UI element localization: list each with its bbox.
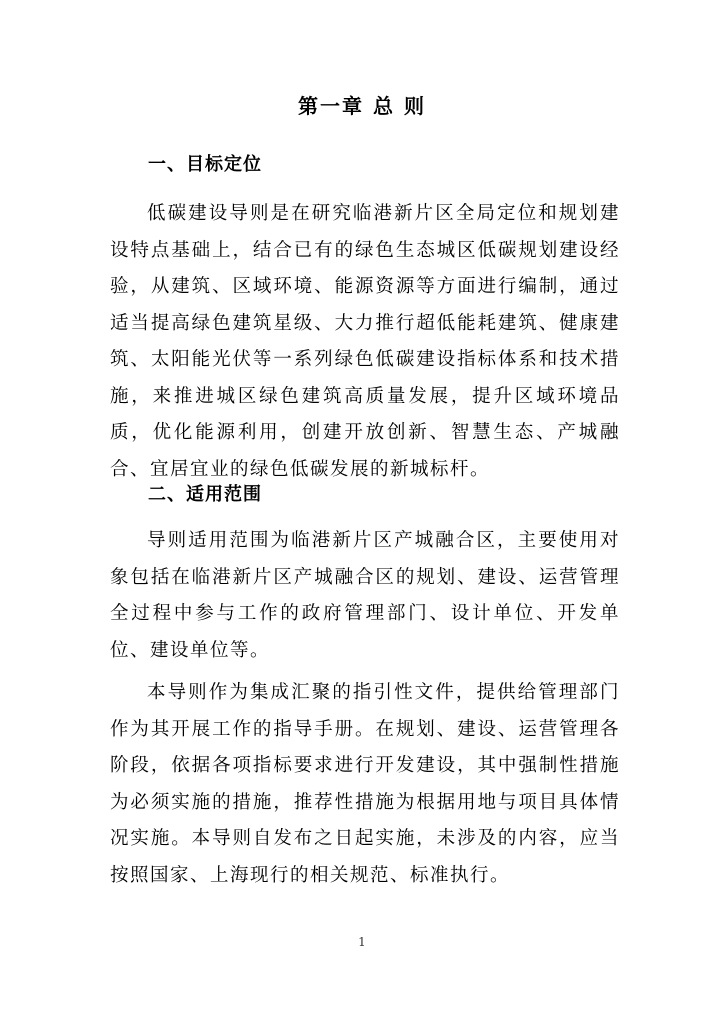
paragraph-scope-usage: 本导则作为集成汇聚的指引性文件，提供给管理部门作为其开展工作的指导手册。在规划、建设、运营管理各阶段，依据各项指标要求进行开发建设，其中强制性措施为必须实施的措施，推荐性措施为根据用地与项目具体情况实施。本导则自发布之日起实施，未涉及的内容，应当按照国家、上海现行的相关规范、标准执行。 — [110, 682, 620, 886]
paragraph-scope-users: 导则适用范围为临港新片区产城融合区，主要使用对象包括在临港新片区产城融合区的规划、建设、运营管理全过程中参与工作的政府管理部门、设计单位、开发单位、建设单位等。 — [110, 530, 620, 661]
section-heading-goal: 一、目标定位 — [148, 154, 262, 175]
chapter-title: 第一章 总 则 — [298, 94, 426, 118]
paragraph-goal: 低碳建设导则是在研究临港新片区全局定位和规划建设特点基础上，结合已有的绿色生态城区低碳规划建设经验，从建筑、区域环境、能源资源等方面进行编制，通过适当提高绿色建筑星级、大力推行超低能耗建筑、健康建筑、太阳能光伏等一系列绿色低碳建设指标体系和技术措施，来推进城区绿色建筑高质量发展，提升区域环境品质，优化能源利用，创建开放创新、智慧生态、产城融合、宜居宜业的绿色低碳发展的新城标杆。 — [110, 203, 620, 480]
section-heading-scope: 二、适用范围 — [148, 484, 262, 505]
page-number: 1 — [358, 935, 366, 949]
